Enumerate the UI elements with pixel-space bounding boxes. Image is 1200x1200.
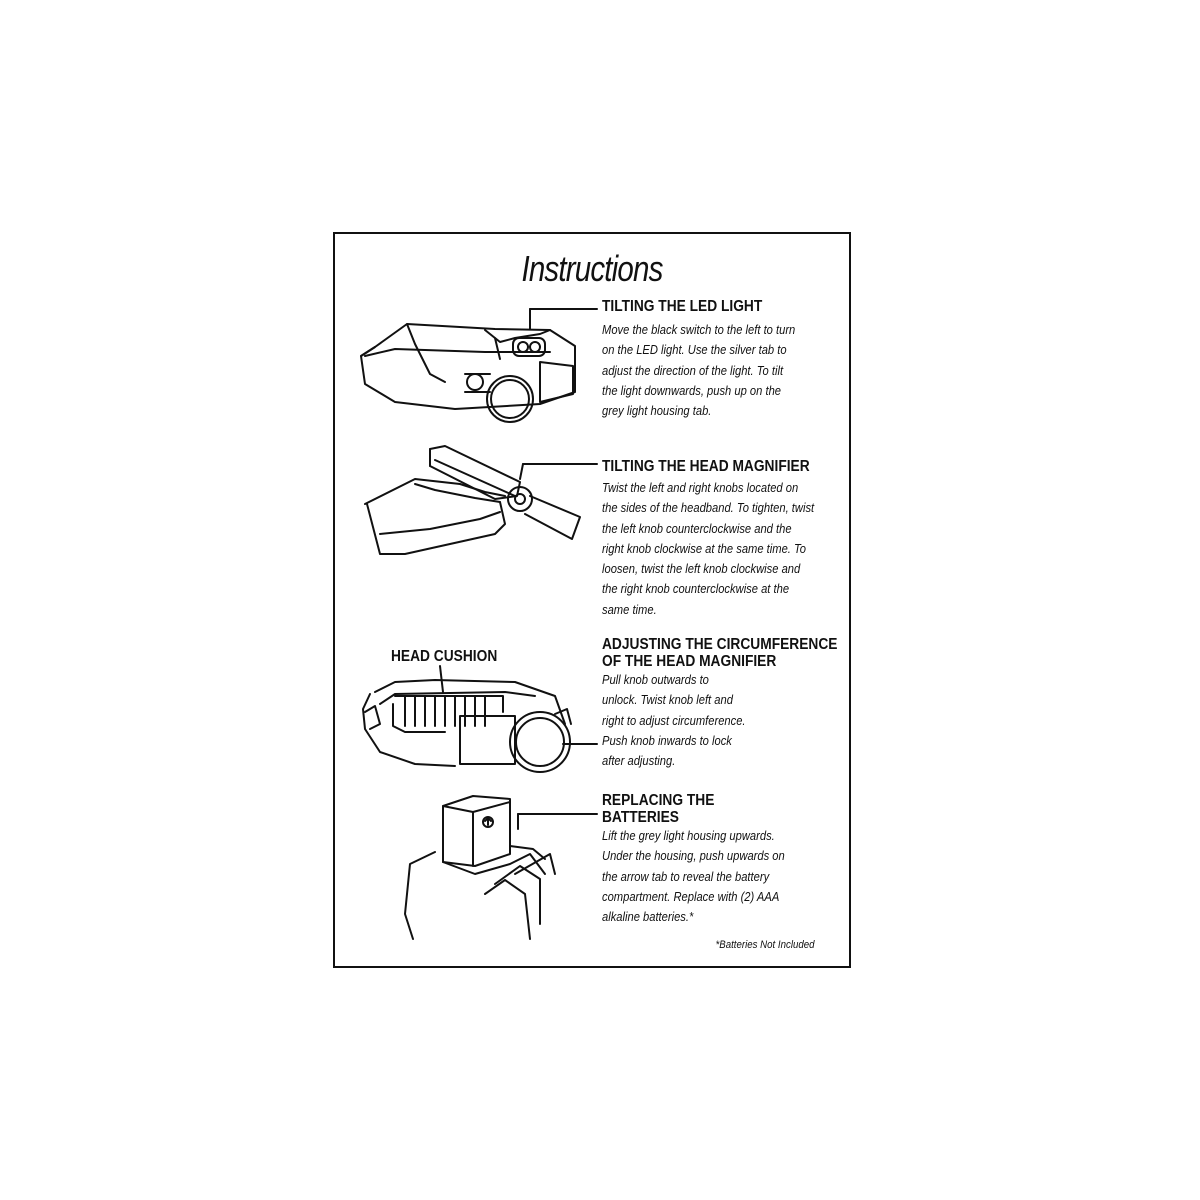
heading-line: REPLACING THE xyxy=(602,792,715,809)
body-line: adjust the direction of the light. To tilt xyxy=(602,362,784,378)
headband-knob-illustration xyxy=(363,666,597,772)
body-line: grey light housing tab. xyxy=(602,403,712,419)
section-heading-led-light xyxy=(602,298,762,315)
body-line: Move the black switch to the left to turn xyxy=(602,322,796,337)
heading-line: ADJUSTING THE CIRCUMFERENCE xyxy=(602,636,838,653)
body-line: Twist the left and right knobs located on xyxy=(602,480,799,495)
body-line: Push knob inwards to lock xyxy=(602,732,732,748)
body-line: the left knob counterclockwise and the xyxy=(602,520,792,536)
section-body-head-magnifier xyxy=(602,478,814,620)
body-line: alkaline batteries.* xyxy=(602,909,694,925)
body-line: Lift the grey light housing upwards. xyxy=(602,828,775,843)
tilted-magnifier-illustration xyxy=(365,446,597,554)
section-heading-batteries xyxy=(602,792,714,826)
body-line: Under the housing, push upwards on xyxy=(602,848,785,864)
led-headband-illustration xyxy=(361,309,597,422)
instruction-card xyxy=(333,232,851,968)
section-body-led-light xyxy=(602,320,795,421)
heading-line: OF THE HEAD MAGNIFIER xyxy=(602,653,777,670)
body-line: same time. xyxy=(602,601,657,617)
body-line: the sides of the headband. To tighten, twist xyxy=(602,500,815,516)
section-body-circumference xyxy=(602,670,746,771)
body-line: loosen, twist the left knob clockwise and xyxy=(602,561,801,577)
battery-housing-illustration xyxy=(405,796,597,939)
heading-line: TILTING THE LED LIGHT xyxy=(602,298,763,315)
body-line: the light downwards, push up on the xyxy=(602,382,782,398)
section-heading-head-magnifier xyxy=(602,458,810,475)
body-line: compartment. Replace with (2) AAA xyxy=(602,888,780,904)
section-body-batteries xyxy=(602,826,785,927)
batteries-footnote: *Batteries Not Included xyxy=(715,939,815,951)
body-line: the right knob counterclockwise at the xyxy=(602,581,790,597)
body-line: on the LED light. Use the silver tab to xyxy=(602,342,787,358)
head-cushion-label: HEAD CUSHION xyxy=(391,648,498,665)
body-line: unlock. Twist knob left and xyxy=(602,692,733,708)
body-line: after adjusting. xyxy=(602,753,676,769)
heading-line: BATTERIES xyxy=(602,809,679,826)
page-title: Instructions xyxy=(521,248,663,289)
body-line: the arrow tab to reveal the battery xyxy=(602,868,770,884)
body-line: right knob clockwise at the same time. To xyxy=(602,540,807,556)
section-heading-circumference xyxy=(602,636,837,670)
body-line: Pull knob outwards to xyxy=(602,672,709,687)
heading-line: TILTING THE HEAD MAGNIFIER xyxy=(602,458,810,475)
body-line: right to adjust circumference. xyxy=(602,712,746,728)
